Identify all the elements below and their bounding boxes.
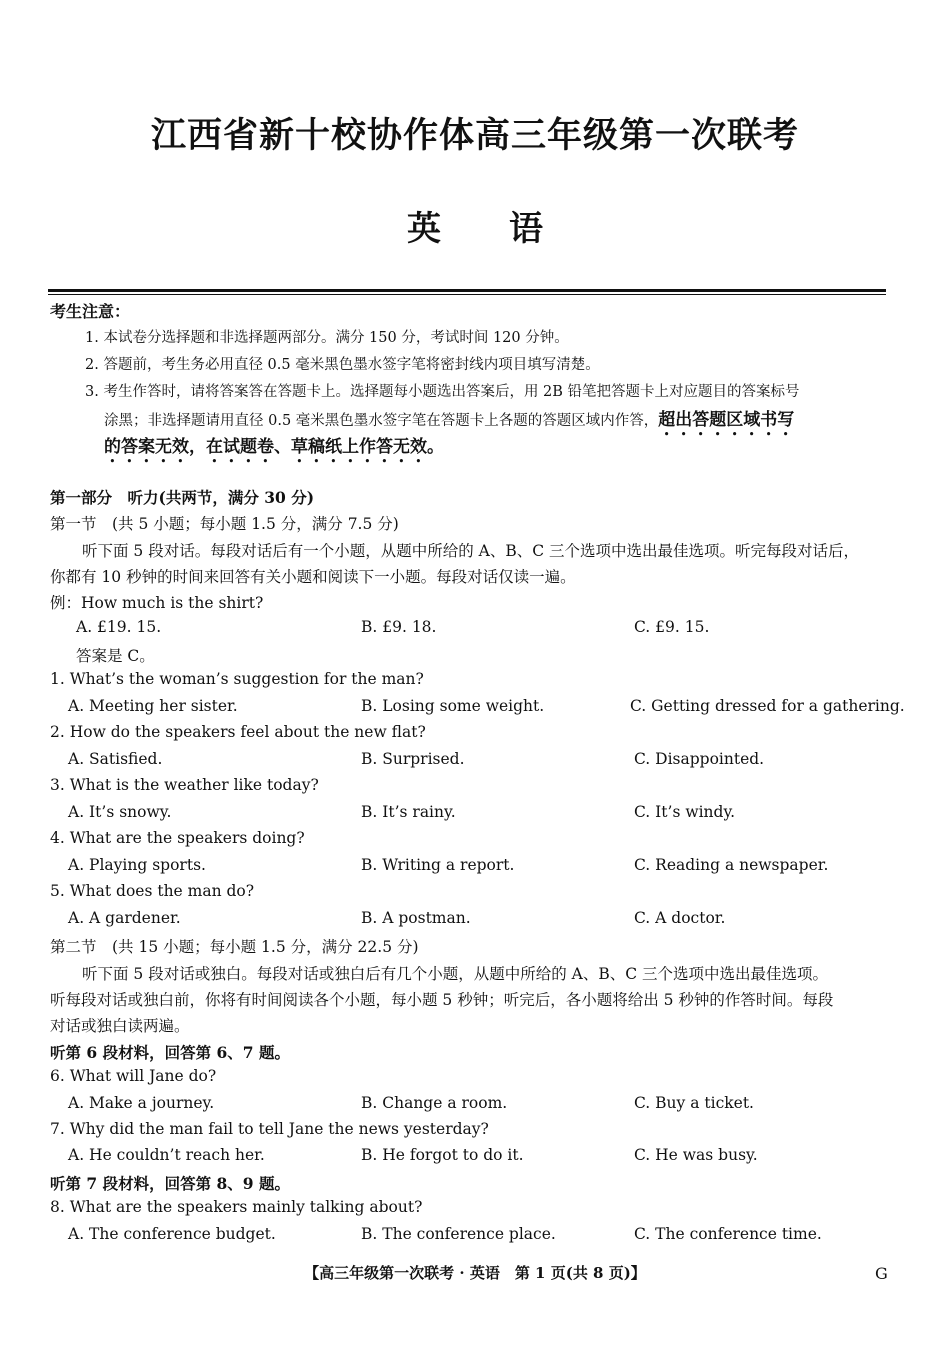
- example-answer: 答案是 C。: [76, 647, 155, 665]
- question-3: 3. What is the weather like today?: [50, 776, 319, 794]
- question-8-option-a: A. The conference budget.: [68, 1225, 276, 1243]
- section1-intro-line-1: 听下面 5 段对话。每段对话后有一个小题，从题中所给的 A、B、C 三个选项中选出最佳选项。听完每段对话后，: [82, 542, 860, 560]
- question-7-option-b: B. He forgot to do it.: [361, 1146, 524, 1164]
- question-1: 1. What’s the woman’s suggestion for the man?: [50, 670, 424, 688]
- question-8-option-b: B. The conference place.: [361, 1225, 556, 1243]
- example-question: 例：How much is the shirt?: [50, 594, 264, 612]
- question-3-option-c: C. It’s windy.: [634, 803, 736, 821]
- question-6-option-c: C. Buy a ticket.: [634, 1094, 754, 1112]
- question-7: 7. Why did the man fail to tell Jane the news yesterday?: [50, 1120, 489, 1138]
- section2-heading: 第二节 (共 15 小题；每小题 1.5 分，满分 22.5 分): [50, 938, 419, 956]
- question-4-option-a: A. Playing sports.: [68, 856, 206, 874]
- page-footer: 【高三年级第一次联考 · 英语 第 1 页(共 8 页)】: [304, 1264, 646, 1282]
- section2-intro-line-2: 听每段对话或独白前，你将有时间阅读各个小题，每小题 5 秒钟；听完后，各小题将给出 5 秒钟的作答时间。每段: [50, 991, 834, 1009]
- question-2: 2. How do the speakers feel about the new flat?: [50, 723, 426, 741]
- section2-intro-line-1: 听下面 5 段对话或独白。每段对话或独白后有几个小题，从题中所给的 A、B、C 三个选项中选出最佳选项。: [82, 965, 829, 983]
- question-6-option-a: A. Make a journey.: [68, 1094, 215, 1112]
- example-option-b: B. £9. 18.: [361, 618, 437, 636]
- question-5: 5. What does the man do?: [50, 882, 255, 900]
- question-4-option-c: C. Reading a newspaper.: [634, 856, 829, 874]
- section1-heading: 第一节 (共 5 小题；每小题 1.5 分，满分 7.5 分): [50, 515, 399, 533]
- question-6: 6. What will Jane do?: [50, 1067, 217, 1085]
- question-1-option-c: C. Getting dressed for a gathering.: [630, 697, 905, 715]
- question-2-option-c: C. Disappointed.: [634, 750, 765, 768]
- notice-heading: 考生注意：: [50, 302, 131, 321]
- header-divider-thick: [48, 289, 886, 292]
- question-7-option-c: C. He was busy.: [634, 1146, 758, 1164]
- header-divider-thin: [48, 294, 886, 295]
- exam-title: 江西省新十校协作体高三年级第一次联考: [150, 115, 799, 156]
- notice-item-3-line-3: 的答案无效，在试题卷、草稿纸上作答无效。: [104, 437, 444, 457]
- question-5-option-c: C. A doctor.: [634, 909, 726, 927]
- notice-item-3-line-1: 3. 考生作答时，请将答案答在答题卡上。选择题每小题选出答案后，用 2B 铅笔把答题卡上对应题目的答案标号: [85, 384, 800, 400]
- exam-subject: 英 语: [407, 209, 543, 249]
- example-option-c: C. £9. 15.: [634, 618, 710, 636]
- section1-intro-line-2: 你都有 10 秒钟的时间来回答有关小题和阅读下一小题。每段对话仅读一遍。: [50, 568, 576, 586]
- notice-emphasis: 超出答题区域书写: [658, 410, 795, 430]
- question-8-option-c: C. The conference time.: [634, 1225, 822, 1243]
- notice-item-3-text: 涂黑；非选择题请用直径 0.5 毫米黑色墨水签字笔在答题卡上各题的答题区域内作答，: [104, 413, 659, 429]
- question-1-option-a: A. Meeting her sister.: [68, 697, 238, 715]
- question-7-option-a: A. He couldn’t reach her.: [68, 1146, 265, 1164]
- question-5-option-b: B. A postman.: [361, 909, 471, 927]
- question-3-option-b: B. It’s rainy.: [361, 803, 456, 821]
- part1-heading: 第一部分 听力(共两节，满分 30 分): [50, 488, 315, 507]
- question-1-option-b: B. Losing some weight.: [361, 697, 545, 715]
- question-4: 4. What are the speakers doing?: [50, 829, 305, 847]
- question-8: 8. What are the speakers mainly talking about?: [50, 1198, 423, 1216]
- question-2-option-b: B. Surprised.: [361, 750, 465, 768]
- material-6-heading: 听第 6 段材料，回答第 6、7 题。: [50, 1043, 290, 1062]
- paper-code: G: [875, 1264, 888, 1283]
- question-4-option-b: B. Writing a report.: [361, 856, 515, 874]
- material-7-heading: 听第 7 段材料，回答第 8、9 题。: [50, 1174, 290, 1193]
- question-6-option-b: B. Change a room.: [361, 1094, 508, 1112]
- section2-intro-line-3: 对话或独白读两遍。: [50, 1017, 190, 1035]
- question-5-option-a: A. A gardener.: [68, 909, 181, 927]
- example-option-a: A. £19. 15.: [76, 618, 162, 636]
- question-2-option-a: A. Satisfied.: [68, 750, 163, 768]
- notice-item-2: 2. 答题前，考生务必用直径 0.5 毫米黑色墨水签字笔将密封线内项目填写清楚。: [85, 357, 600, 373]
- notice-item-1: 1. 本试卷分选择题和非选择题两部分。满分 150 分，考试时间 120 分钟。: [85, 330, 569, 346]
- question-3-option-a: A. It’s snowy.: [68, 803, 172, 821]
